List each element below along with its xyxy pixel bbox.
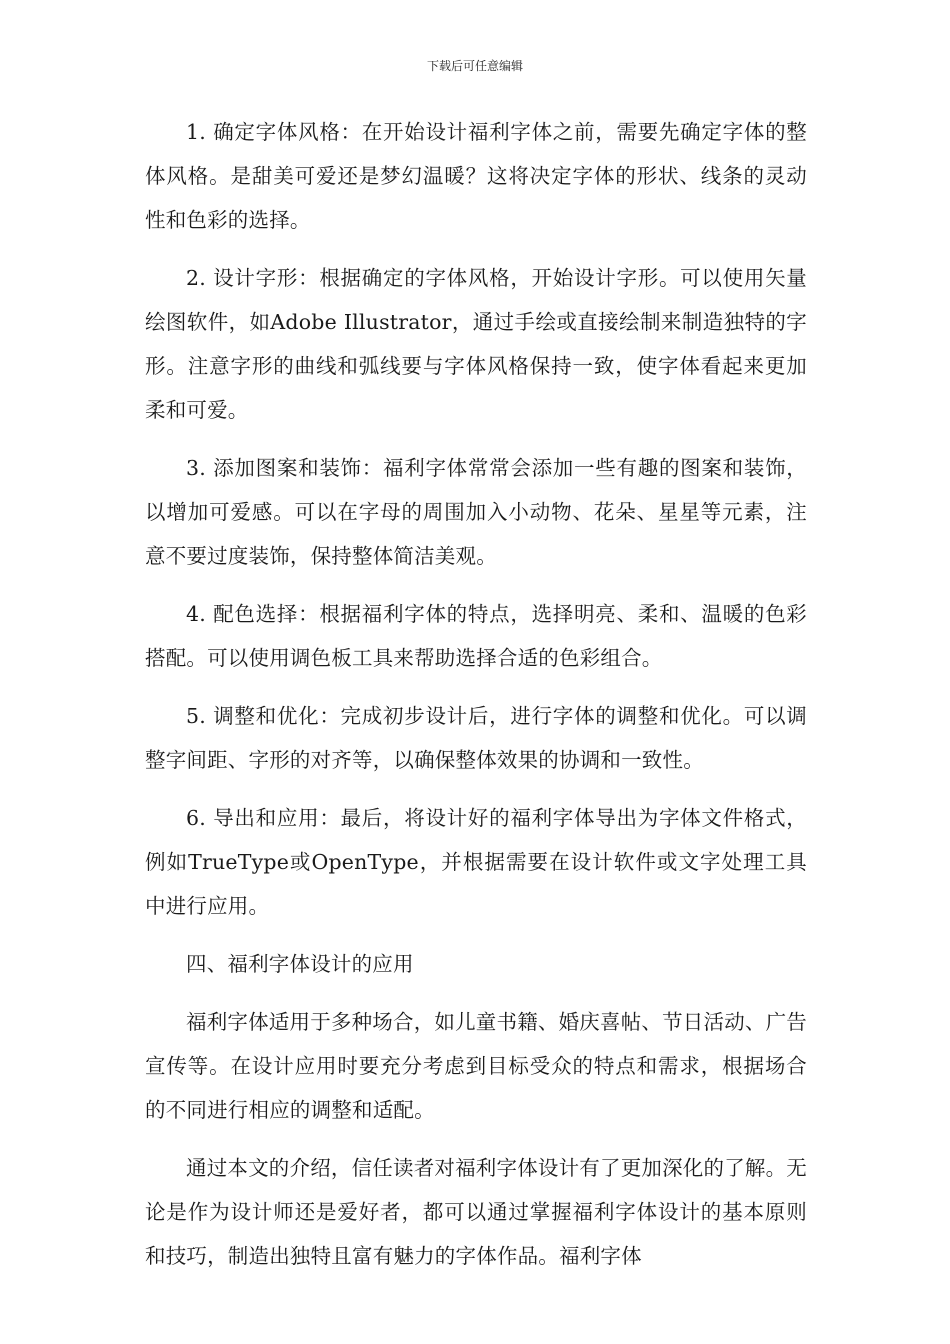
paragraph-step-6: 6. 导出和应用：最后，将设计好的福利字体导出为字体文件格式，例如TrueType或OpenType，并根据需要在设计软件或文字处理工具中进行应用。 bbox=[145, 806, 807, 918]
document-body bbox=[145, 110, 807, 1292]
paragraph-conclusion: 通过本文的介绍，信任读者对福利字体设计有了更加深化的了解。无论是作为设计师还是爱好者，都可以通过掌握福利字体设计的基本原则和技巧，制造出独特且富有魅力的字体作品。福利字体 bbox=[145, 1156, 807, 1268]
paragraph-application: 福利字体适用于多种场合，如儿童书籍、婚庆喜帖、节日活动、广告宣传等。在设计应用时要充分考虑到目标受众的特点和需求，根据场合的不同进行相应的调整和适配。 bbox=[145, 1010, 807, 1122]
paragraph-step-2: 2. 设计字形：根据确定的字体风格，开始设计字形。可以使用矢量绘图软件，如Adobe Illustrator，通过手绘或直接绘制来制造独特的字形。注意字形的曲线和弧线要与字体风格保持一致，使字体看起来更加柔和可爱。 bbox=[145, 266, 807, 422]
paragraph-step-4: 4. 配色选择：根据福利字体的特点，选择明亮、柔和、温暖的色彩搭配。可以使用调色板工具来帮助选择合适的色彩组合。 bbox=[145, 602, 807, 670]
paragraph-step-5: 5. 调整和优化：完成初步设计后，进行字体的调整和优化。可以调整字间距、字形的对齐等，以确保整体效果的协调和一致性。 bbox=[145, 704, 807, 772]
paragraph-step-3: 3. 添加图案和装饰：福利字体常常会添加一些有趣的图案和装饰，以增加可爱感。可以在字母的周围加入小动物、花朵、星星等元素，注意不要过度装饰，保持整体简洁美观。 bbox=[145, 456, 807, 568]
paragraph-step-1: 1. 确定字体风格：在开始设计福利字体之前，需要先确定字体的整体风格。是甜美可爱还是梦幻温暖？这将决定字体的形状、线条的灵动性和色彩的选择。 bbox=[145, 120, 807, 232]
page-header-note: 下载后可任意编辑 bbox=[426, 59, 523, 73]
section-heading: 四、福利字体设计的应用 bbox=[186, 952, 414, 976]
